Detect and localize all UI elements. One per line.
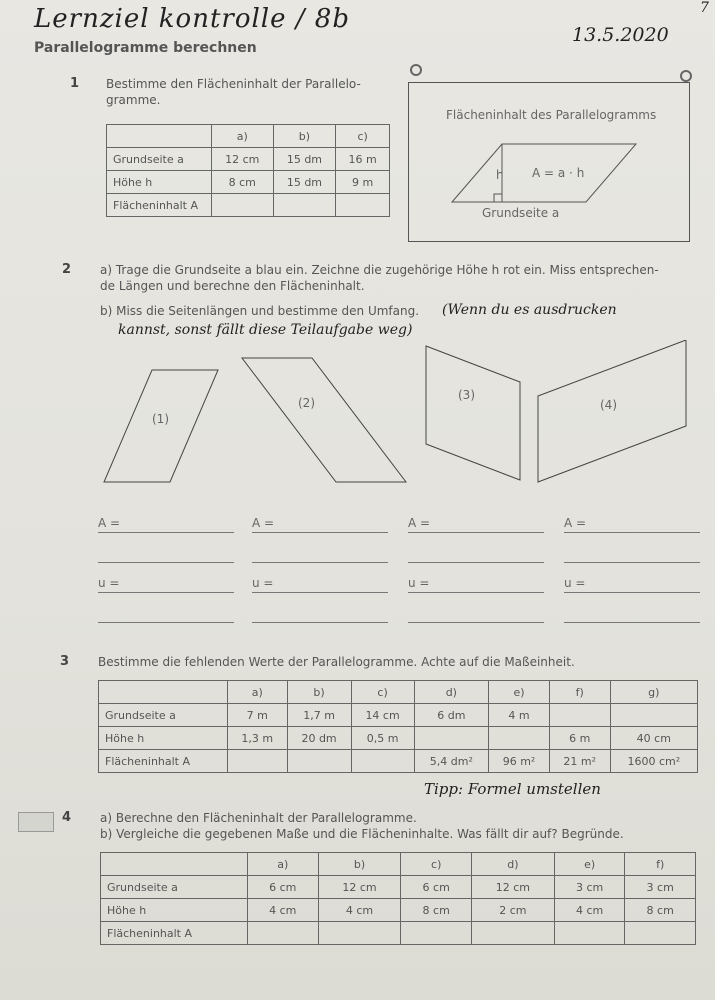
answer-cell[interactable] xyxy=(318,922,401,945)
table-cell: 5,4 dm² xyxy=(414,750,489,773)
height-label: h xyxy=(496,168,504,182)
table-cell: 21 m² xyxy=(549,750,610,773)
answer-line[interactable] xyxy=(564,622,700,623)
table-cell: Höhe h xyxy=(99,727,228,750)
shape-label: (2) xyxy=(298,396,315,410)
table-cell: 4 cm xyxy=(554,899,625,922)
table-cell: 3 cm xyxy=(554,876,625,899)
answer-cell[interactable] xyxy=(549,704,610,727)
table-cell: 8 cm xyxy=(401,899,472,922)
table-header-cell xyxy=(99,681,228,704)
answer-cell[interactable] xyxy=(336,194,390,217)
table-header-cell: g) xyxy=(610,681,697,704)
table-row xyxy=(107,171,390,194)
answer-cell[interactable] xyxy=(351,750,414,773)
perimeter-label: u = xyxy=(98,576,120,590)
table-cell: 1,7 m xyxy=(287,704,351,727)
table-cell: Grundseite a xyxy=(99,704,228,727)
handwritten-note: kannst, sonst fällt diese Teilaufgabe weg) xyxy=(118,322,413,338)
table-cell: Höhe h xyxy=(107,171,212,194)
handwritten-tip: Tipp: Formel umstellen xyxy=(424,780,601,798)
table-header-cell: f) xyxy=(549,681,610,704)
table-cell: 1,3 m xyxy=(228,727,288,750)
answer-line[interactable] xyxy=(98,592,234,593)
answer-line[interactable] xyxy=(408,532,544,533)
task1-number: 1 xyxy=(70,76,80,91)
area-formula: A = a · h xyxy=(532,166,585,180)
area-label: A = xyxy=(98,516,121,530)
table-header-cell xyxy=(101,853,248,876)
task4-number: 4 xyxy=(62,810,72,825)
table-cell: 15 dm xyxy=(273,171,336,194)
shape-label: (4) xyxy=(600,398,617,412)
table-cell: 0,5 m xyxy=(351,727,414,750)
table-cell: 3 cm xyxy=(625,876,696,899)
table-cell: 12 cm xyxy=(318,876,401,899)
table-cell: 2 cm xyxy=(471,899,554,922)
info-box-title: Flächeninhalt des Parallelogramms xyxy=(446,108,657,122)
answer-line[interactable] xyxy=(252,622,388,623)
table-cell: 6 dm xyxy=(414,704,489,727)
table-header-cell: f) xyxy=(625,853,696,876)
table-cell: 12 cm xyxy=(471,876,554,899)
answer-cell[interactable] xyxy=(287,750,351,773)
task2-number: 2 xyxy=(62,262,72,277)
table-header-cell: a) xyxy=(212,125,274,148)
table-row xyxy=(107,148,390,171)
table-header-cell: e) xyxy=(554,853,625,876)
table-cell: 15 dm xyxy=(273,148,336,171)
table-cell: 20 dm xyxy=(287,727,351,750)
table-cell: 96 m² xyxy=(489,750,550,773)
shape-label: (1) xyxy=(152,412,169,426)
sheet-title: Parallelogramme berechnen xyxy=(34,40,257,56)
task4-table xyxy=(100,852,696,945)
task3-table xyxy=(98,680,698,773)
shape-label: (3) xyxy=(458,388,475,402)
table-cell: 4 cm xyxy=(318,899,401,922)
table-row xyxy=(101,899,696,922)
pin-icon xyxy=(410,64,422,76)
table-header-cell: b) xyxy=(273,125,336,148)
table-header-cell: c) xyxy=(351,681,414,704)
answer-line[interactable] xyxy=(252,592,388,593)
table-row xyxy=(101,922,696,945)
table-cell: 12 cm xyxy=(212,148,274,171)
table-cell: Flächeninhalt A xyxy=(99,750,228,773)
perimeter-label: u = xyxy=(252,576,274,590)
table-cell: 6 m xyxy=(549,727,610,750)
answer-line[interactable] xyxy=(98,532,234,533)
answer-line[interactable] xyxy=(252,532,388,533)
table-header-cell: d) xyxy=(471,853,554,876)
handwritten-note: (Wenn du es ausdrucken xyxy=(442,302,617,318)
table-cell: 8 cm xyxy=(212,171,274,194)
table-row xyxy=(101,876,696,899)
task4-part-b: b) Vergleiche die gegebenen Maße und die Flächeninhalte. Was fällt dir auf? Begründe. xyxy=(100,827,624,841)
table-cell: Grundseite a xyxy=(101,876,248,899)
area-label: A = xyxy=(252,516,275,530)
area-label: A = xyxy=(564,516,587,530)
answer-line[interactable] xyxy=(408,592,544,593)
task3-number: 3 xyxy=(60,654,70,669)
table-cell: 1600 cm² xyxy=(610,750,697,773)
answer-cell[interactable] xyxy=(610,704,697,727)
answer-cell[interactable] xyxy=(414,727,489,750)
answer-line[interactable] xyxy=(564,532,700,533)
worksheet-icon xyxy=(18,812,54,832)
handwritten-title: Lernziel kontrolle / 8b xyxy=(34,4,350,34)
table-cell: Grundseite a xyxy=(107,148,212,171)
answer-line[interactable] xyxy=(252,562,388,563)
corner-mark: 7 xyxy=(700,0,709,16)
table-cell: 16 m xyxy=(336,148,390,171)
task1-table xyxy=(106,124,390,217)
table-cell: 6 cm xyxy=(401,876,472,899)
answer-line[interactable] xyxy=(98,562,234,563)
area-label: A = xyxy=(408,516,431,530)
answer-cell[interactable] xyxy=(401,922,472,945)
answer-cell[interactable] xyxy=(554,922,625,945)
table-header-cell: e) xyxy=(489,681,550,704)
answer-cell[interactable] xyxy=(228,750,288,773)
table-row xyxy=(99,681,698,704)
table-header-cell: a) xyxy=(228,681,288,704)
table-header-cell: d) xyxy=(414,681,489,704)
answer-cell[interactable] xyxy=(489,727,550,750)
task2-part-a: a) Trage die Grundseite a blau ein. Zeichne die zugehörige Höhe h rot ein. Miss entsprechen- de Längen und berechne den Flächeninhalt. xyxy=(100,263,659,293)
table-row xyxy=(99,727,698,750)
table-header-cell: c) xyxy=(336,125,390,148)
task1-instruction: Bestimme den Flächeninhalt der Parallelo- gramme. xyxy=(106,77,361,107)
task2-part-b: b) Miss die Seitenlängen und bestimme den Umfang. xyxy=(100,304,420,318)
table-row xyxy=(101,853,696,876)
answer-line[interactable] xyxy=(408,622,544,623)
table-header-cell: b) xyxy=(318,853,401,876)
answer-cell[interactable] xyxy=(212,194,274,217)
table-cell: 4 cm xyxy=(248,899,319,922)
table-cell: Flächeninhalt A xyxy=(101,922,248,945)
table-cell: Höhe h xyxy=(101,899,248,922)
table-header-cell: b) xyxy=(287,681,351,704)
table-header-cell: c) xyxy=(401,853,472,876)
table-cell: Flächeninhalt A xyxy=(107,194,212,217)
answer-line[interactable] xyxy=(564,592,700,593)
pin-icon xyxy=(680,70,692,82)
answer-line[interactable] xyxy=(98,622,234,623)
answer-cell[interactable] xyxy=(625,922,696,945)
table-row xyxy=(99,750,698,773)
perimeter-label: u = xyxy=(408,576,430,590)
answer-line[interactable] xyxy=(564,562,700,563)
table-row xyxy=(107,194,390,217)
perimeter-label: u = xyxy=(564,576,586,590)
table-row xyxy=(107,125,390,148)
parallelogram-shapes xyxy=(100,340,705,500)
table-cell: 9 m xyxy=(336,171,390,194)
table-header-cell xyxy=(107,125,212,148)
table-cell: 7 m xyxy=(228,704,288,727)
answer-line[interactable] xyxy=(408,562,544,563)
table-cell: 14 cm xyxy=(351,704,414,727)
table-cell: 4 m xyxy=(489,704,550,727)
table-row xyxy=(99,704,698,727)
base-label: Grundseite a xyxy=(482,206,560,220)
answer-cell[interactable] xyxy=(471,922,554,945)
table-cell: 6 cm xyxy=(248,876,319,899)
handwritten-date: 13.5.2020 xyxy=(572,24,669,46)
table-cell: 40 cm xyxy=(610,727,697,750)
table-cell: 8 cm xyxy=(625,899,696,922)
task4-part-a: a) Berechne den Flächeninhalt der Parallelogramme. xyxy=(100,811,417,825)
table-header-cell: a) xyxy=(248,853,319,876)
task3-instruction: Bestimme die fehlenden Werte der Parallelogramme. Achte auf die Maßeinheit. xyxy=(98,655,575,669)
answer-cell[interactable] xyxy=(273,194,336,217)
answer-cell[interactable] xyxy=(248,922,319,945)
